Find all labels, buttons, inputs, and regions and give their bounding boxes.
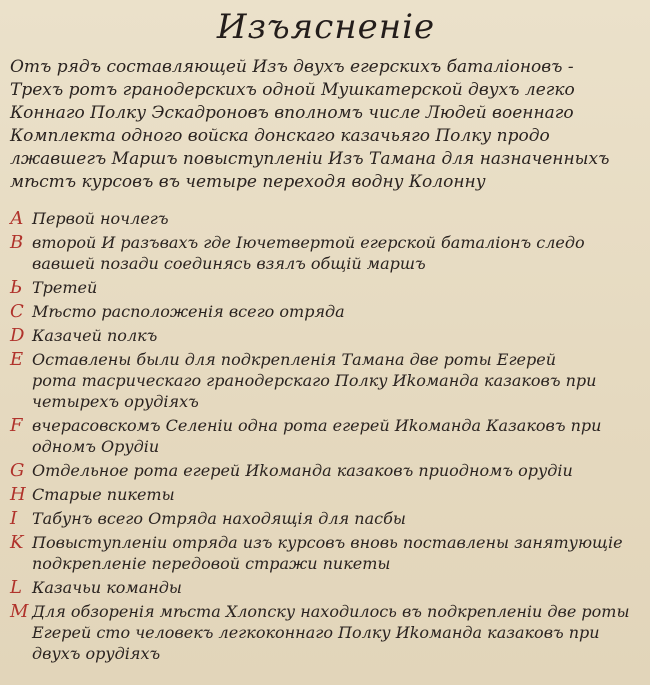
legend-letter: F xyxy=(10,415,23,436)
legend-item xyxy=(10,415,642,457)
legend-letter: I xyxy=(10,508,18,529)
legend-letter: Ь xyxy=(10,277,23,298)
legend-letter: H xyxy=(10,484,26,505)
legend-item xyxy=(10,484,642,505)
legend-text: Оставлены были для подкрепленiя Тамана две роты Егерей рота тасрическаго гранодерскаго Полку Иkоманда казаковъ при четырехъ орудiяхъ xyxy=(32,350,597,411)
legend-text: Повыступленiи отряда изъ курсовъ вновь поставлены занятующiе подкрепленiе передовой стражи пикеты xyxy=(32,533,623,573)
legend-text: Казачьи команды xyxy=(32,578,182,597)
legend-item xyxy=(10,277,642,298)
legend-text: Первой ночлегъ xyxy=(32,209,169,228)
legend-text: Мѣсто расположенiя всего отряда xyxy=(32,302,345,321)
legend-list xyxy=(10,208,642,664)
legend-text: второй И разъвахъ где Iючетвертой егерской баталiонъ следо вавшей позади соединясь взялъ общiй маршъ xyxy=(32,233,585,273)
legend-item xyxy=(10,601,642,664)
legend-letter: K xyxy=(10,532,24,553)
legend-item xyxy=(10,325,642,346)
legend-text: вчерасовскомъ Селенiи одна рота егерей Иkоманда Казаковъ при одномъ Орудiи xyxy=(32,416,602,456)
legend-item xyxy=(10,508,642,529)
legend-letter: Е xyxy=(10,349,24,370)
legend-text: Табунъ всего Отряда находящiя для пасбы xyxy=(32,509,406,528)
legend-letter: С xyxy=(10,301,24,322)
legend-item xyxy=(10,349,642,412)
legend-text: Третей xyxy=(32,278,98,297)
page-title: Изъясненiе xyxy=(216,7,436,47)
legend-letter: L xyxy=(10,577,22,598)
legend-item xyxy=(10,232,642,274)
legend-letter: M xyxy=(10,601,29,622)
legend-item xyxy=(10,208,642,229)
legend-item xyxy=(10,460,642,481)
legend-item xyxy=(10,577,642,598)
legend-item xyxy=(10,301,642,322)
legend-text: Казачей полкъ xyxy=(32,326,158,345)
legend-item xyxy=(10,532,642,574)
legend-text: Для обзоренiя мѣста Хлопску находилось въ подкрепленiи две роты Егерей сто человекъ легкоконнаго Полку Иkоманда казаковъ при двухъ орудiяхъ xyxy=(32,602,630,663)
intro-paragraph: Отъ рядъ составляющей Изъ двухъ егерскихъ баталiоновъ - Трехъ ротъ гранодерскихъ одной Мушкатерской двухъ легко Коннаго Полку Эскадроновъ вполномъ числе Людей военнаго Комплекта одного войска донскаго казачьяго Полку продо лжавшегъ Маршъ повыступленiи Изъ Тамана для назначенныхъ мѣстъ курсовъ въ четыре переходя водну Колонну xyxy=(10,57,610,192)
legend-text: Отдельное рота егерей Иkоманда казаковъ приодномъ орудiи xyxy=(32,461,573,480)
legend-letter: А xyxy=(10,208,24,229)
legend-text: Старые пикеты xyxy=(32,485,175,504)
legend-letter: В xyxy=(10,232,24,253)
legend-letter: D xyxy=(10,325,25,346)
legend-letter: G xyxy=(10,460,25,481)
